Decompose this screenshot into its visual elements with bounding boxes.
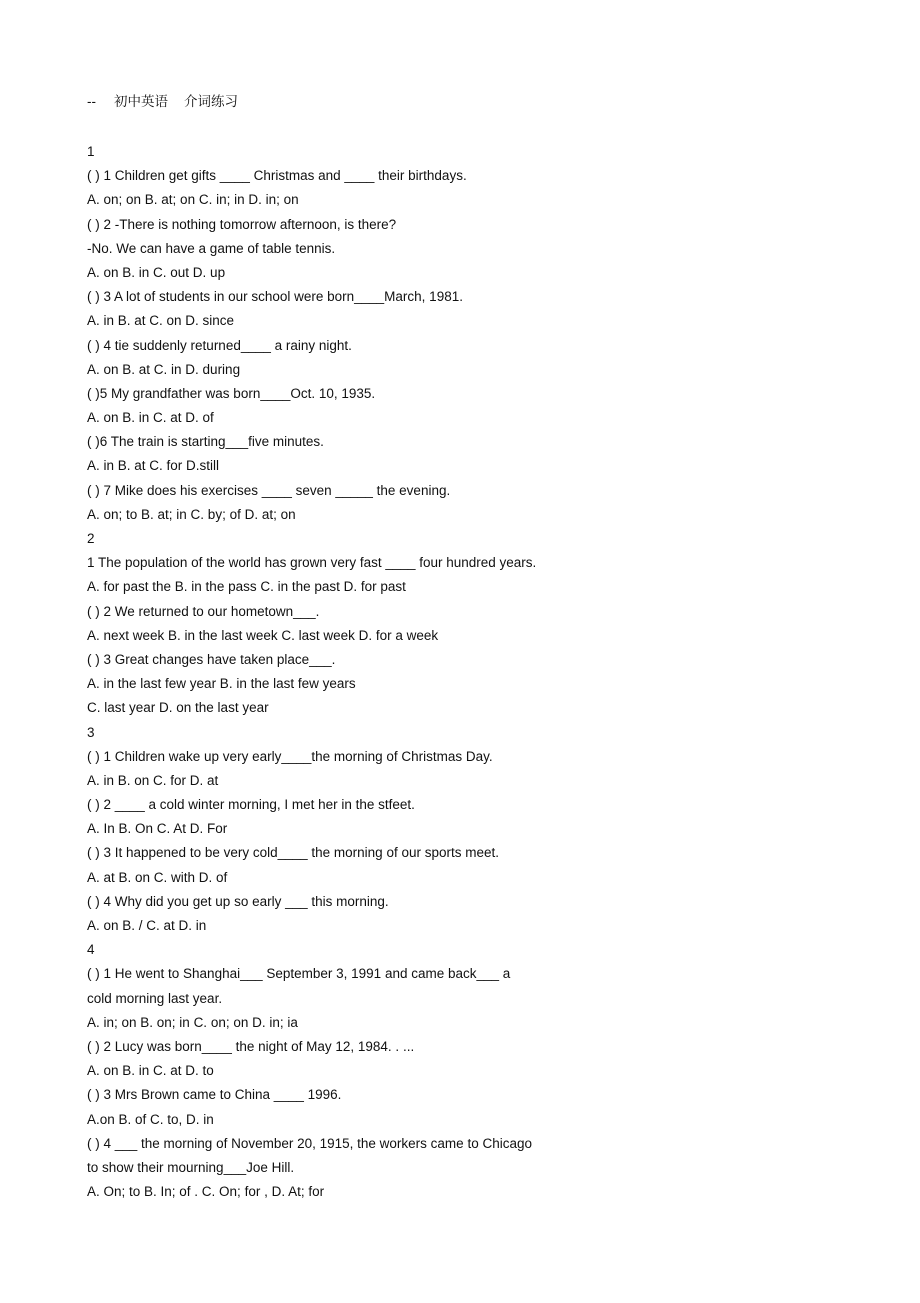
text-line: A. on; to B. at; in C. by; of D. at; on	[87, 506, 296, 522]
text-line: ( ) 3 It happened to be very cold____ the morning of our sports meet.	[87, 845, 499, 861]
text-line: -No. We can have a game of table tennis.	[87, 240, 336, 256]
text-line: A.on B. of C. to, D. in	[87, 1111, 214, 1127]
text-line: 4	[87, 942, 95, 958]
header-title-topic: 介词练习	[184, 94, 238, 109]
page-header	[87, 93, 254, 111]
text-line: A. in the last few year B. in the last few years	[87, 676, 356, 692]
text-line: ( )6 The train is starting___five minutes.	[87, 434, 324, 450]
header-dash: --	[87, 94, 96, 109]
text-line: ( ) 3 Mrs Brown came to China ____ 1996.	[87, 1087, 342, 1103]
text-line: 2	[87, 531, 95, 546]
header-title-subject: 初中英语	[114, 94, 168, 109]
text-line: A. next week B. in the last week C. last week D. for a week	[87, 627, 439, 643]
text-line: A. on B. in C. at D. of	[87, 410, 214, 426]
text-line: ( ) 2 ____ a cold winter morning, I met her in the stfeet.	[87, 797, 415, 813]
text-line: ( ) 2 We returned to our hometown___.	[87, 603, 320, 619]
text-line: A. In B. On C. At D. For	[87, 821, 228, 837]
text-line: A. in B. at C. on D. since	[87, 313, 235, 329]
exercise-body	[87, 142, 607, 1206]
text-line: A. in; on B. on; in C. on; on D. in; ia	[87, 1014, 298, 1030]
text-line: 3	[87, 724, 95, 740]
text-line: A. for past the B. in the pass C. in the past D. for past	[87, 579, 406, 595]
text-line: ( ) 1 Children wake up very early____the morning of Christmas Day.	[87, 748, 493, 764]
text-line: ( ) 1 Children get gifts ____ Christmas and ____ their birthdays.	[87, 168, 467, 184]
text-line: to show their mourning___Joe Hill.	[87, 1159, 295, 1175]
text-line: cold morning last year.	[87, 990, 223, 1006]
text-line: ( ) 7 Mike does his exercises ____ seven _____ the evening.	[87, 482, 451, 498]
text-line: ( ) 1 He went to Shanghai___ September 3, 1991 and came back___ a	[87, 966, 511, 982]
text-line: A. in B. on C. for D. at	[87, 772, 219, 788]
text-line: ( ) 4 ___ the morning of November 20, 1915, the workers came to Chicago	[87, 1135, 532, 1151]
text-line: ( )5 My grandfather was born____Oct. 10, 1935.	[87, 385, 376, 401]
text-line: 1	[87, 144, 95, 159]
text-line: 1 The population of the world has grown very fast ____ four hundred years.	[87, 555, 537, 571]
text-line: ( ) 2 Lucy was born____ the night of May 12, 1984. . ...	[87, 1038, 415, 1054]
text-line: A. on; on B. at; on C. in; in D. in; on	[87, 192, 299, 208]
text-line: A. on B. at C. in D. during	[87, 361, 241, 377]
text-line: ( ) 2 -There is nothing tomorrow afternoon, is there?	[87, 216, 397, 232]
text-line: A. On; to B. In; of . C. On; for , D. At; for	[87, 1184, 325, 1200]
text-line: ( ) 4 tie suddenly returned____ a rainy night.	[87, 337, 352, 353]
text-line: A. on B. / C. at D. in	[87, 918, 207, 933]
text-line: ( ) 3 A lot of students in our school were born____March, 1981.	[87, 289, 463, 305]
text-line: A. on B. in C. out D. up	[87, 264, 226, 280]
text-line: ( ) 3 Great changes have taken place___.	[87, 651, 336, 667]
text-line: ( ) 4 Why did you get up so early ___ this morning.	[87, 893, 389, 909]
text-line: A. at B. on C. with D. of	[87, 869, 228, 885]
text-line: A. in B. at C. for D.still	[87, 458, 220, 474]
text-line: A. on B. in C. at D. to	[87, 1063, 214, 1079]
text-line: C. last year D. on the last year	[87, 700, 269, 716]
